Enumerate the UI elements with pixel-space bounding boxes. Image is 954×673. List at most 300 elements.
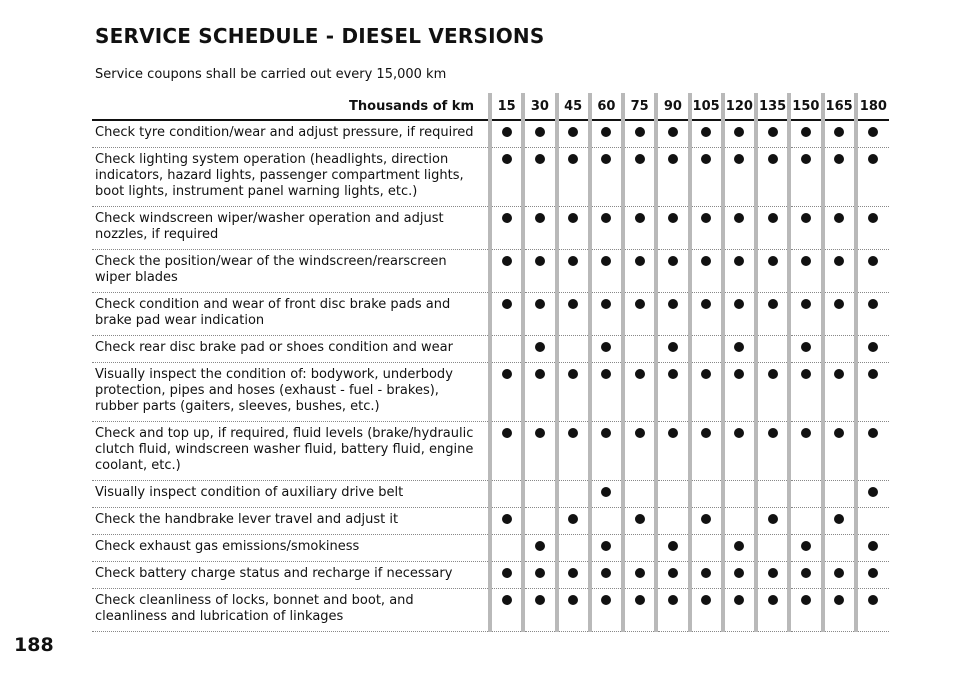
table-row — [92, 250, 889, 293]
schedule-cell — [623, 207, 656, 250]
schedule-cell — [690, 535, 723, 562]
scheduled-dot-icon — [668, 213, 678, 223]
schedule-cell — [789, 336, 822, 363]
schedule-cell — [557, 508, 590, 535]
scheduled-dot-icon — [668, 127, 678, 137]
table-body — [92, 120, 889, 632]
table-header-row — [92, 93, 889, 120]
schedule-cell — [623, 363, 656, 422]
scheduled-dot-icon — [668, 541, 678, 551]
schedule-cell — [656, 148, 689, 207]
schedule-cell — [789, 535, 822, 562]
scheduled-dot-icon — [668, 369, 678, 379]
schedule-cell — [823, 589, 856, 632]
scheduled-dot-icon — [601, 256, 611, 266]
scheduled-dot-icon — [635, 213, 645, 223]
scheduled-dot-icon — [701, 428, 711, 438]
schedule-cell — [856, 148, 889, 207]
schedule-cell — [856, 363, 889, 422]
schedule-cell — [557, 120, 590, 148]
schedule-cell — [856, 250, 889, 293]
schedule-cell — [789, 589, 822, 632]
schedule-cell — [490, 562, 523, 589]
schedule-cell — [523, 293, 556, 336]
scheduled-dot-icon — [834, 299, 844, 309]
schedule-cell — [690, 481, 723, 508]
schedule-cell — [590, 148, 623, 207]
scheduled-dot-icon — [502, 595, 512, 605]
schedule-cell — [723, 250, 756, 293]
schedule-cell — [656, 535, 689, 562]
schedule-cell — [590, 207, 623, 250]
schedule-cell — [756, 250, 789, 293]
schedule-cell — [723, 508, 756, 535]
scheduled-dot-icon — [734, 342, 744, 352]
scheduled-dot-icon — [601, 213, 611, 223]
schedule-cell — [656, 562, 689, 589]
table-row — [92, 508, 889, 535]
scheduled-dot-icon — [568, 595, 578, 605]
scheduled-dot-icon — [668, 256, 678, 266]
scheduled-dot-icon — [834, 127, 844, 137]
scheduled-dot-icon — [768, 595, 778, 605]
schedule-cell — [789, 293, 822, 336]
schedule-cell — [557, 148, 590, 207]
scheduled-dot-icon — [834, 514, 844, 524]
scheduled-dot-icon — [601, 342, 611, 352]
schedule-cell — [590, 562, 623, 589]
table-row — [92, 363, 889, 422]
scheduled-dot-icon — [568, 154, 578, 164]
schedule-cell — [490, 589, 523, 632]
schedule-cell — [557, 535, 590, 562]
schedule-cell — [490, 207, 523, 250]
scheduled-dot-icon — [734, 595, 744, 605]
scheduled-dot-icon — [734, 154, 744, 164]
scheduled-dot-icon — [568, 369, 578, 379]
scheduled-dot-icon — [868, 595, 878, 605]
schedule-cell — [789, 207, 822, 250]
scheduled-dot-icon — [502, 428, 512, 438]
schedule-note: Service coupons shall be carried out every 15,000 km — [95, 67, 447, 82]
scheduled-dot-icon — [701, 127, 711, 137]
scheduled-dot-icon — [601, 369, 611, 379]
schedule-cell — [523, 363, 556, 422]
schedule-cell — [756, 293, 789, 336]
schedule-cell — [523, 336, 556, 363]
km-column-header: 135 — [756, 93, 789, 120]
schedule-cell — [590, 293, 623, 336]
schedule-cell — [623, 293, 656, 336]
scheduled-dot-icon — [801, 213, 811, 223]
scheduled-dot-icon — [834, 428, 844, 438]
schedule-cell — [656, 363, 689, 422]
scheduled-dot-icon — [568, 127, 578, 137]
scheduled-dot-icon — [668, 342, 678, 352]
schedule-cell — [823, 422, 856, 481]
schedule-cell — [490, 120, 523, 148]
table-row — [92, 336, 889, 363]
task-description: Check exhaust gas emissions/smokiness — [92, 535, 490, 562]
schedule-cell — [823, 535, 856, 562]
schedule-cell — [623, 481, 656, 508]
scheduled-dot-icon — [834, 256, 844, 266]
schedule-cell — [490, 422, 523, 481]
schedule-cell — [856, 481, 889, 508]
schedule-cell — [490, 250, 523, 293]
table-row — [92, 481, 889, 508]
task-description: Check battery charge status and recharge if necessary — [92, 562, 490, 589]
scheduled-dot-icon — [601, 595, 611, 605]
schedule-cell — [690, 422, 723, 481]
scheduled-dot-icon — [701, 256, 711, 266]
scheduled-dot-icon — [635, 369, 645, 379]
schedule-cell — [523, 508, 556, 535]
task-description: Check and top up, if required, fluid levels (brake/hydraulic clutch fluid, windscreen washer fluid, battery fluid, engine coolant, etc.) — [92, 422, 490, 481]
schedule-cell — [690, 148, 723, 207]
task-description: Check the position/wear of the windscreen/rearscreen wiper blades — [92, 250, 490, 293]
schedule-cell — [856, 120, 889, 148]
scheduled-dot-icon — [635, 428, 645, 438]
scheduled-dot-icon — [502, 127, 512, 137]
scheduled-dot-icon — [801, 256, 811, 266]
scheduled-dot-icon — [868, 541, 878, 551]
schedule-cell — [756, 336, 789, 363]
schedule-cell — [690, 589, 723, 632]
schedule-cell — [656, 481, 689, 508]
task-description: Check tyre condition/wear and adjust pressure, if required — [92, 120, 490, 148]
schedule-cell — [523, 148, 556, 207]
schedule-cell — [856, 535, 889, 562]
schedule-cell — [656, 120, 689, 148]
scheduled-dot-icon — [768, 213, 778, 223]
schedule-cell — [789, 250, 822, 293]
km-column-header: 45 — [557, 93, 590, 120]
scheduled-dot-icon — [601, 568, 611, 578]
schedule-cell — [856, 422, 889, 481]
scheduled-dot-icon — [601, 487, 611, 497]
schedule-cell — [823, 562, 856, 589]
scheduled-dot-icon — [535, 213, 545, 223]
scheduled-dot-icon — [868, 487, 878, 497]
schedule-cell — [789, 148, 822, 207]
task-description: Check condition and wear of front disc brake pads and brake pad wear indication — [92, 293, 490, 336]
scheduled-dot-icon — [768, 256, 778, 266]
task-description: Visually inspect condition of auxiliary drive belt — [92, 481, 490, 508]
schedule-cell — [856, 293, 889, 336]
schedule-cell — [789, 481, 822, 508]
scheduled-dot-icon — [601, 541, 611, 551]
schedule-cell — [557, 562, 590, 589]
schedule-cell — [623, 336, 656, 363]
schedule-cell — [490, 293, 523, 336]
scheduled-dot-icon — [868, 568, 878, 578]
schedule-cell — [557, 293, 590, 336]
table-row — [92, 293, 889, 336]
task-description: Visually inspect the condition of: bodywork, underbody protection, pipes and hoses (exhaust - fuel - brakes), rubber parts (gaiters, sleeves, bushes, etc.) — [92, 363, 490, 422]
scheduled-dot-icon — [834, 369, 844, 379]
schedule-cell — [823, 508, 856, 535]
task-description: Check rear disc brake pad or shoes condition and wear — [92, 336, 490, 363]
service-schedule-table — [92, 93, 889, 632]
schedule-cell — [756, 207, 789, 250]
scheduled-dot-icon — [502, 299, 512, 309]
schedule-cell — [823, 363, 856, 422]
scheduled-dot-icon — [701, 369, 711, 379]
schedule-cell — [856, 508, 889, 535]
schedule-cell — [623, 535, 656, 562]
schedule-cell — [756, 508, 789, 535]
schedule-cell — [490, 535, 523, 562]
schedule-cell — [490, 336, 523, 363]
km-column-header: 105 — [690, 93, 723, 120]
scheduled-dot-icon — [801, 154, 811, 164]
schedule-cell — [590, 535, 623, 562]
scheduled-dot-icon — [734, 428, 744, 438]
scheduled-dot-icon — [568, 256, 578, 266]
schedule-cell — [756, 589, 789, 632]
schedule-cell — [856, 589, 889, 632]
scheduled-dot-icon — [601, 428, 611, 438]
schedule-cell — [656, 293, 689, 336]
schedule-cell — [756, 148, 789, 207]
schedule-cell — [690, 120, 723, 148]
scheduled-dot-icon — [834, 154, 844, 164]
scheduled-dot-icon — [768, 514, 778, 524]
scheduled-dot-icon — [734, 213, 744, 223]
schedule-cell — [623, 250, 656, 293]
scheduled-dot-icon — [868, 154, 878, 164]
schedule-cell — [723, 535, 756, 562]
scheduled-dot-icon — [568, 299, 578, 309]
schedule-cell — [723, 336, 756, 363]
schedule-cell — [490, 363, 523, 422]
schedule-cell — [756, 363, 789, 422]
schedule-cell — [490, 148, 523, 207]
scheduled-dot-icon — [535, 428, 545, 438]
scheduled-dot-icon — [668, 595, 678, 605]
scheduled-dot-icon — [635, 299, 645, 309]
scheduled-dot-icon — [502, 568, 512, 578]
schedule-cell — [557, 207, 590, 250]
table-row — [92, 120, 889, 148]
page-number: 188 — [14, 634, 54, 656]
schedule-cell — [656, 336, 689, 363]
km-column-header: 15 — [490, 93, 523, 120]
scheduled-dot-icon — [734, 127, 744, 137]
scheduled-dot-icon — [868, 428, 878, 438]
schedule-cell — [823, 120, 856, 148]
km-column-header: 180 — [856, 93, 889, 120]
km-column-header: 60 — [590, 93, 623, 120]
scheduled-dot-icon — [668, 154, 678, 164]
page-title: SERVICE SCHEDULE - DIESEL VERSIONS — [95, 24, 545, 48]
schedule-cell — [523, 481, 556, 508]
schedule-cell — [590, 120, 623, 148]
scheduled-dot-icon — [768, 299, 778, 309]
schedule-cell — [723, 589, 756, 632]
scheduled-dot-icon — [801, 342, 811, 352]
scheduled-dot-icon — [801, 369, 811, 379]
scheduled-dot-icon — [701, 213, 711, 223]
schedule-cell — [756, 562, 789, 589]
schedule-cell — [523, 589, 556, 632]
scheduled-dot-icon — [635, 256, 645, 266]
schedule-cell — [723, 293, 756, 336]
schedule-cell — [789, 363, 822, 422]
scheduled-dot-icon — [868, 256, 878, 266]
schedule-cell — [557, 589, 590, 632]
schedule-cell — [656, 250, 689, 293]
scheduled-dot-icon — [801, 541, 811, 551]
scheduled-dot-icon — [635, 127, 645, 137]
schedule-cell — [823, 293, 856, 336]
header-label: Thousands of km — [92, 93, 490, 120]
scheduled-dot-icon — [568, 568, 578, 578]
schedule-cell — [789, 422, 822, 481]
scheduled-dot-icon — [868, 342, 878, 352]
schedule-cell — [789, 562, 822, 589]
scheduled-dot-icon — [734, 299, 744, 309]
schedule-cell — [557, 336, 590, 363]
scheduled-dot-icon — [535, 595, 545, 605]
scheduled-dot-icon — [701, 595, 711, 605]
scheduled-dot-icon — [601, 127, 611, 137]
schedule-cell — [756, 120, 789, 148]
km-column-header: 30 — [523, 93, 556, 120]
scheduled-dot-icon — [535, 256, 545, 266]
scheduled-dot-icon — [801, 127, 811, 137]
schedule-cell — [823, 207, 856, 250]
schedule-cell — [590, 589, 623, 632]
schedule-cell — [557, 422, 590, 481]
scheduled-dot-icon — [535, 299, 545, 309]
schedule-cell — [557, 363, 590, 422]
scheduled-dot-icon — [535, 369, 545, 379]
schedule-cell — [523, 422, 556, 481]
scheduled-dot-icon — [502, 154, 512, 164]
table-row — [92, 589, 889, 632]
schedule-cell — [690, 250, 723, 293]
scheduled-dot-icon — [502, 213, 512, 223]
schedule-cell — [823, 250, 856, 293]
schedule-cell — [756, 535, 789, 562]
scheduled-dot-icon — [834, 213, 844, 223]
scheduled-dot-icon — [568, 428, 578, 438]
schedule-cell — [656, 422, 689, 481]
scheduled-dot-icon — [768, 568, 778, 578]
scheduled-dot-icon — [668, 299, 678, 309]
schedule-cell — [590, 481, 623, 508]
schedule-cell — [823, 336, 856, 363]
schedule-cell — [690, 207, 723, 250]
schedule-cell — [690, 336, 723, 363]
schedule-cell — [756, 422, 789, 481]
km-column-header: 75 — [623, 93, 656, 120]
scheduled-dot-icon — [768, 428, 778, 438]
schedule-cell — [490, 481, 523, 508]
scheduled-dot-icon — [868, 299, 878, 309]
schedule-cell — [723, 120, 756, 148]
scheduled-dot-icon — [734, 256, 744, 266]
km-column-header: 120 — [723, 93, 756, 120]
scheduled-dot-icon — [635, 595, 645, 605]
km-column-header: 150 — [789, 93, 822, 120]
schedule-cell — [723, 148, 756, 207]
schedule-cell — [823, 148, 856, 207]
task-description: Check the handbrake lever travel and adjust it — [92, 508, 490, 535]
schedule-cell — [590, 508, 623, 535]
scheduled-dot-icon — [834, 595, 844, 605]
schedule-cell — [557, 250, 590, 293]
schedule-cell — [523, 535, 556, 562]
scheduled-dot-icon — [801, 299, 811, 309]
scheduled-dot-icon — [768, 369, 778, 379]
schedule-cell — [723, 481, 756, 508]
scheduled-dot-icon — [535, 541, 545, 551]
km-column-header: 165 — [823, 93, 856, 120]
scheduled-dot-icon — [502, 514, 512, 524]
schedule-cell — [623, 508, 656, 535]
scheduled-dot-icon — [701, 514, 711, 524]
scheduled-dot-icon — [768, 154, 778, 164]
scheduled-dot-icon — [834, 568, 844, 578]
schedule-cell — [723, 422, 756, 481]
schedule-cell — [623, 562, 656, 589]
scheduled-dot-icon — [535, 568, 545, 578]
scheduled-dot-icon — [768, 127, 778, 137]
schedule-cell — [623, 148, 656, 207]
schedule-cell — [723, 363, 756, 422]
table-row — [92, 535, 889, 562]
schedule-cell — [789, 120, 822, 148]
scheduled-dot-icon — [635, 568, 645, 578]
scheduled-dot-icon — [601, 299, 611, 309]
schedule-cell — [756, 481, 789, 508]
schedule-cell — [490, 508, 523, 535]
scheduled-dot-icon — [535, 127, 545, 137]
schedule-cell — [723, 207, 756, 250]
task-description: Check cleanliness of locks, bonnet and boot, and cleanliness and lubrication of linkages — [92, 589, 490, 632]
schedule-cell — [623, 422, 656, 481]
scheduled-dot-icon — [601, 154, 611, 164]
scheduled-dot-icon — [734, 541, 744, 551]
scheduled-dot-icon — [701, 299, 711, 309]
scheduled-dot-icon — [535, 154, 545, 164]
km-column-header: 90 — [656, 93, 689, 120]
scheduled-dot-icon — [535, 342, 545, 352]
scheduled-dot-icon — [868, 213, 878, 223]
scheduled-dot-icon — [801, 568, 811, 578]
schedule-cell — [523, 250, 556, 293]
schedule-cell — [690, 293, 723, 336]
schedule-cell — [690, 363, 723, 422]
table-row — [92, 422, 889, 481]
scheduled-dot-icon — [701, 154, 711, 164]
schedule-cell — [823, 481, 856, 508]
scheduled-dot-icon — [635, 154, 645, 164]
schedule-cell — [523, 207, 556, 250]
scheduled-dot-icon — [568, 213, 578, 223]
table-row — [92, 207, 889, 250]
scheduled-dot-icon — [868, 369, 878, 379]
schedule-cell — [789, 508, 822, 535]
schedule-cell — [623, 120, 656, 148]
schedule-cell — [856, 336, 889, 363]
scheduled-dot-icon — [801, 595, 811, 605]
schedule-cell — [557, 481, 590, 508]
scheduled-dot-icon — [734, 568, 744, 578]
